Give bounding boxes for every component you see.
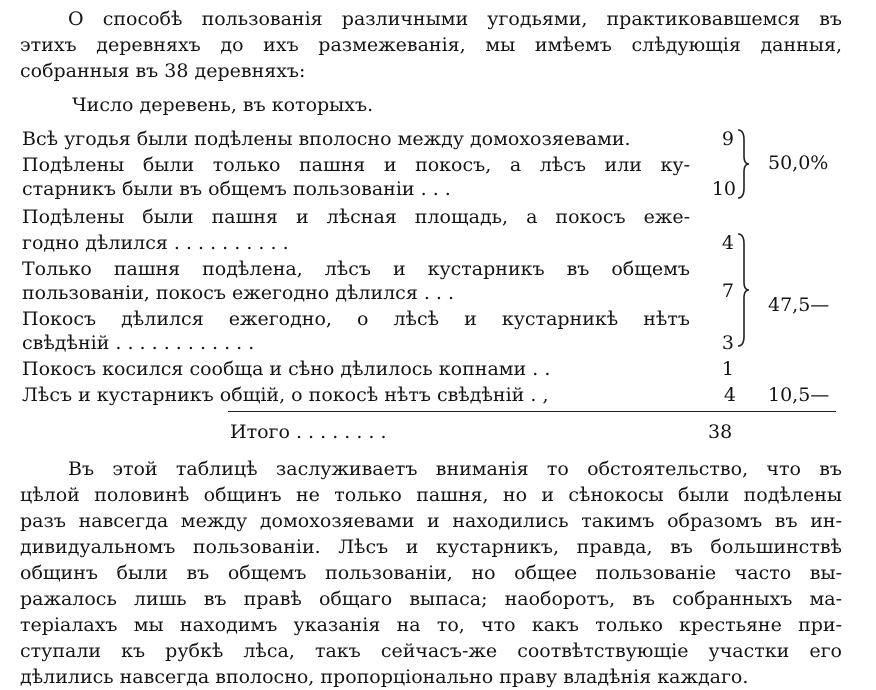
table-row — [22, 306, 690, 332]
closing-line: ступали къ рубкѣ лѣса, такъ сейчасъ-же соотвѣтствующіе участки его — [20, 640, 842, 662]
closing-line: дивидуальномъ пользованіи. Лѣсъ и кустарникъ, правда, въ большинствѣ — [20, 536, 842, 558]
intro-line: этихъ деревняхъ до ихъ размежеванія, мы имѣемъ слѣдующія данныя, — [20, 34, 842, 56]
table-row — [22, 356, 690, 382]
brace-group-two — [736, 232, 750, 348]
percentage-group-two: 47,5— — [768, 294, 830, 316]
table-row — [22, 176, 690, 202]
table-row — [22, 280, 690, 306]
closing-line: цѣлой половинѣ общинъ не только пашня, но и сѣнокосы были подѣлены — [20, 484, 842, 506]
table-row — [22, 204, 690, 230]
total-label: Итого . . . . . . . . — [230, 421, 387, 443]
row-text: Только пашня подѣлена, лѣсъ и кустарникъ въ общемъ — [22, 258, 690, 280]
intro-line: собранныя въ 38 деревняхъ: — [20, 60, 306, 82]
row-text: Подѣлены были пашня и лѣсная площадь, а покосъ еже- — [22, 206, 690, 228]
percentage-group-three: 10,5— — [768, 384, 830, 406]
table-row — [22, 152, 690, 178]
row-text: пользованіи, покосъ ежегодно дѣлился . . . — [22, 282, 455, 304]
closing-line: общинъ были въ общемъ пользованіи, но общее пользованіе часто вы- — [20, 562, 842, 584]
row-text: Покосъ дѣлился ежегодно, о лѣсѣ и кустарникѣ нѣтъ — [22, 308, 690, 330]
row-count: 9 — [721, 128, 734, 150]
brace-group-one — [736, 128, 750, 200]
row-count: 10 — [711, 178, 736, 200]
intro-paragraph — [20, 6, 842, 84]
row-text: Покосъ косился сообща и сѣно дѣлилось копнами . . — [22, 358, 551, 380]
row-text: Всѣ угодья были подѣлены вполосно между домохозяевами. — [22, 128, 631, 150]
row-text: годно дѣлился . . . . . . . . . . — [22, 232, 289, 254]
percentage-group-one: 50,0% — [768, 152, 829, 174]
row-count: 3 — [721, 332, 734, 354]
row-count: 7 — [721, 280, 734, 302]
closing-line: разъ навсегда между домохозяевами и находились такимъ образомъ въ ин- — [20, 510, 842, 532]
total-value: 38 — [708, 421, 733, 443]
row-count: 4 — [723, 384, 736, 406]
table-row — [22, 230, 690, 256]
row-text: Лѣсъ и кустарникъ общій, о покосѣ нѣтъ свѣдѣній . , — [22, 384, 549, 406]
table-row — [22, 256, 690, 282]
closing-paragraph — [20, 456, 842, 690]
table-row — [22, 126, 690, 152]
row-count: 1 — [721, 358, 734, 380]
row-text: свѣдѣній . . . . . . . . . . . . — [22, 332, 255, 354]
table-row — [22, 382, 690, 408]
intro-line: О способѣ пользованія различными угодьями, практиковавшемся въ — [68, 8, 842, 30]
closing-line: Въ этой таблицѣ заслуживаетъ вниманія то обстоятельство, что въ — [68, 458, 842, 480]
table-row — [22, 330, 690, 356]
row-count: 4 — [721, 232, 734, 254]
row-text: Подѣлены были только пашня и покосъ, а лѣсъ или ку- — [22, 154, 690, 176]
row-text: старникъ были въ общемъ пользованіи . . . — [22, 178, 451, 200]
closing-line: дѣлились навсегда вполосно, пропорціонально праву владѣнія каждаго. — [20, 666, 749, 688]
closing-line: ражалось лишь въ правѣ общаго выпаса; наоборотъ, въ собранныхъ ма- — [20, 588, 842, 610]
table-subheading: Число деревень, въ которыхъ. — [72, 94, 374, 116]
closing-line: теріалахъ мы находимъ указанія на то, что какъ только крестьяне при- — [20, 614, 842, 636]
total-divider — [228, 411, 836, 412]
